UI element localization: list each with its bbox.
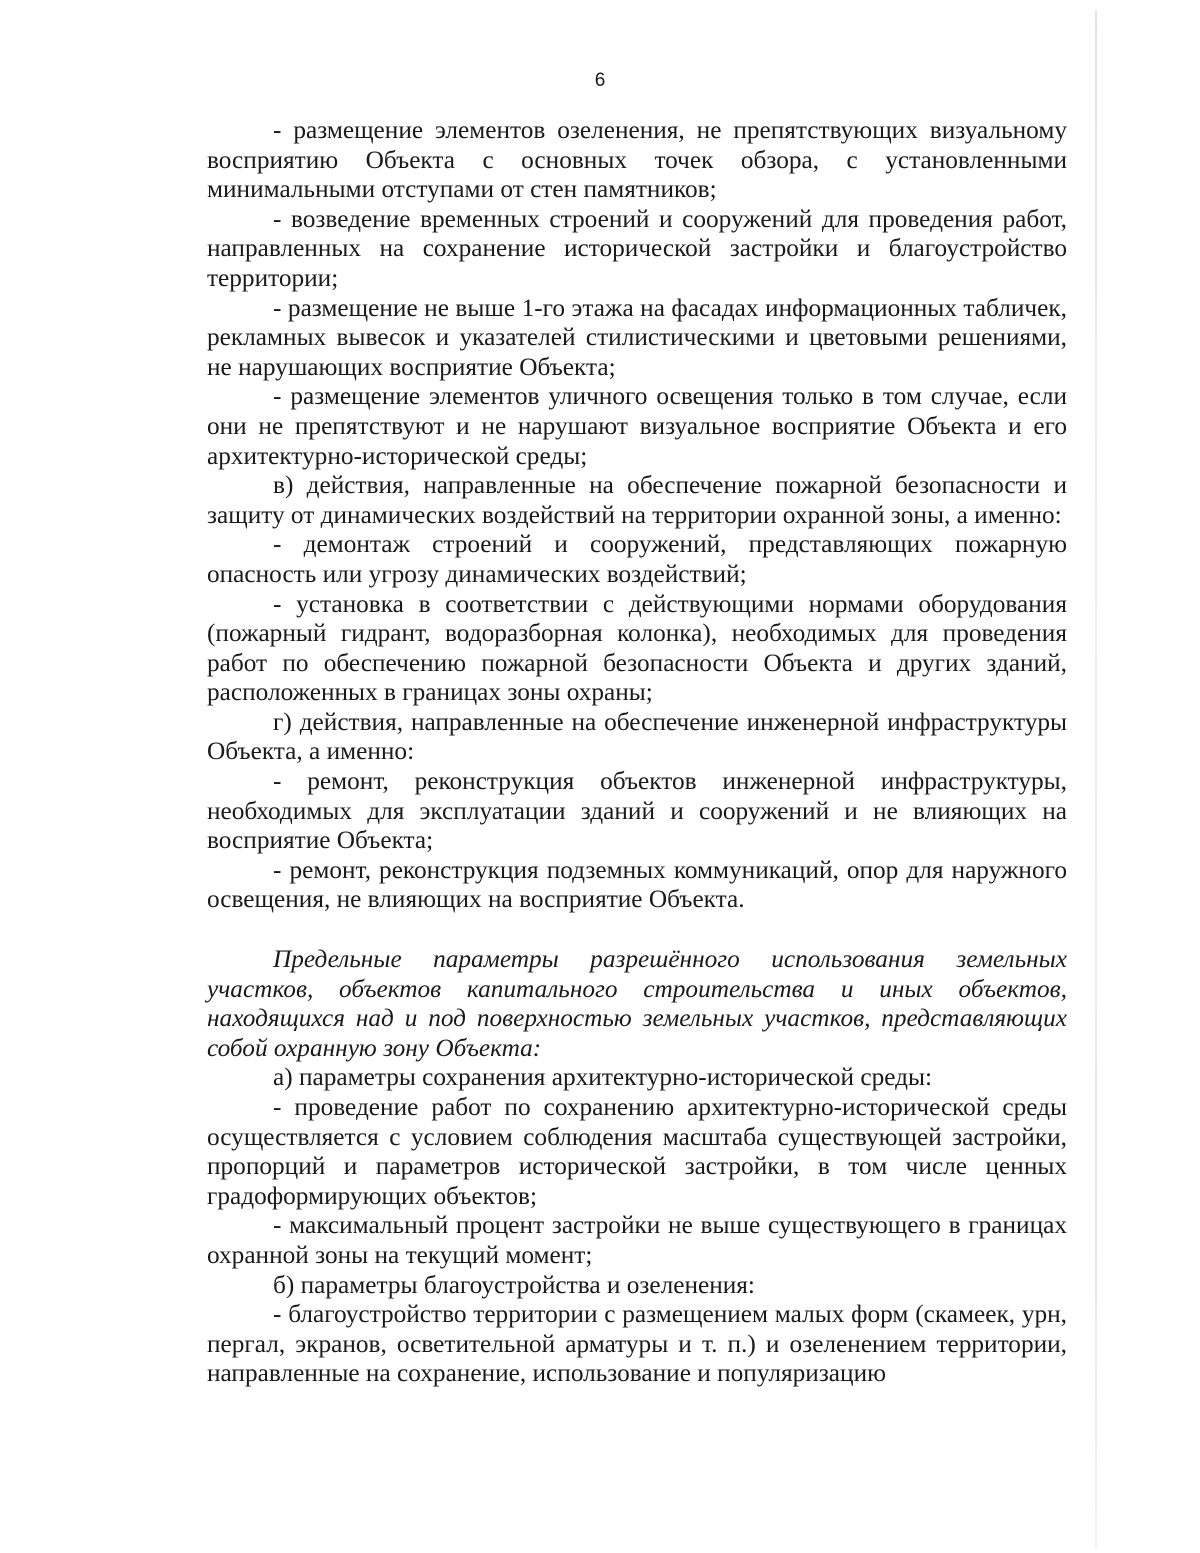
scan-edge-line <box>1095 10 1097 1550</box>
paragraph-preservation-works: - проведение работ по сохранению архитектурно-исторической среды осуществляется с условием соблюдения масштаба существующей застройки, пропорций и параметров исторической застройки, в том числе ценных градоформирующих объектов; <box>207 1093 1067 1210</box>
document-body <box>207 116 1067 1389</box>
paragraph-greenery: - размещение элементов озеленения, не препятствующих визуальному восприятию Объекта с основных точек обзора, с установленными минимальными отступами от стен памятников; <box>207 116 1067 204</box>
paragraph-equipment: - установка в соответствии с действующими нормами оборудования (пожарный гидрант, водоразборная колонка), необходимых для проведения работ по обеспечению пожарной безопасности Объекта и других зданий, расположенных в границах зоны охраны; <box>207 589 1067 707</box>
paragraph-demolition: - демонтаж строений и сооружений, представляющих пожарную опасность или угрозу динамических воздействий; <box>207 530 1067 588</box>
paragraph-repair-infrastructure: - ремонт, реконструкция объектов инженерной инфраструктуры, необходимых для эксплуатации зданий и сооружений и не влияющих на восприятие Объекта; <box>207 767 1067 855</box>
section-heading: Предельные параметры разрешённого использования земельных участков, объектов капитального строительства и иных объектов, находящихся над и под поверхностью земельных участков, представляющих собой охранную зону Объекта: <box>207 945 1067 1062</box>
paragraph-infrastructure: г) действия, направленные на обеспечение инженерной инфраструктуры Объекта, а именно: <box>207 707 1067 766</box>
paragraph-street-lighting: - размещение элементов уличного освещения только в том случае, если они не препятствуют и не нарушают визуальное восприятие Объекта и его архитектурно-исторической среды; <box>207 382 1067 470</box>
paragraph-fire-safety: в) действия, направленные на обеспечение пожарной безопасности и защиту от динамических воздействий на территории охранной зоны, а именно: <box>207 471 1067 529</box>
paragraph-repair-communications: - ремонт, реконструкция подземных коммуникаций, опор для наружного освещения, не влияющих на восприятие Объекта. <box>207 855 1067 914</box>
paragraph-temporary-buildings: - возведение временных строений и сооружений для проведения работ, направленных на сохранение исторической застройки и благоустройство территории; <box>207 204 1067 292</box>
paragraph-signage: - размещение не выше 1-го этажа на фасадах информационных табличек, рекламных вывесок и указателей стилистическими и цветовыми решениями, не нарушающих восприятие Объекта; <box>207 293 1067 381</box>
paragraph-params-landscaping: б) параметры благоустройства и озеленения: <box>273 1270 755 1299</box>
paragraph-landscaping: - благоустройство территории с размещением малых форм (скамеек, урн, пергал, экранов, осветительной арматуры и т. п.) и озеленением территории, направленные на сохранение, использование и популяризацию <box>207 1300 1067 1388</box>
paragraph-max-percent: - максимальный процент застройки не выше существующего в границах охранной зоны на текущий момент; <box>207 1211 1067 1269</box>
page-number: 6 <box>594 70 606 91</box>
paragraph-params-preservation: а) параметры сохранения архитектурно-исторической среды: <box>273 1063 933 1092</box>
